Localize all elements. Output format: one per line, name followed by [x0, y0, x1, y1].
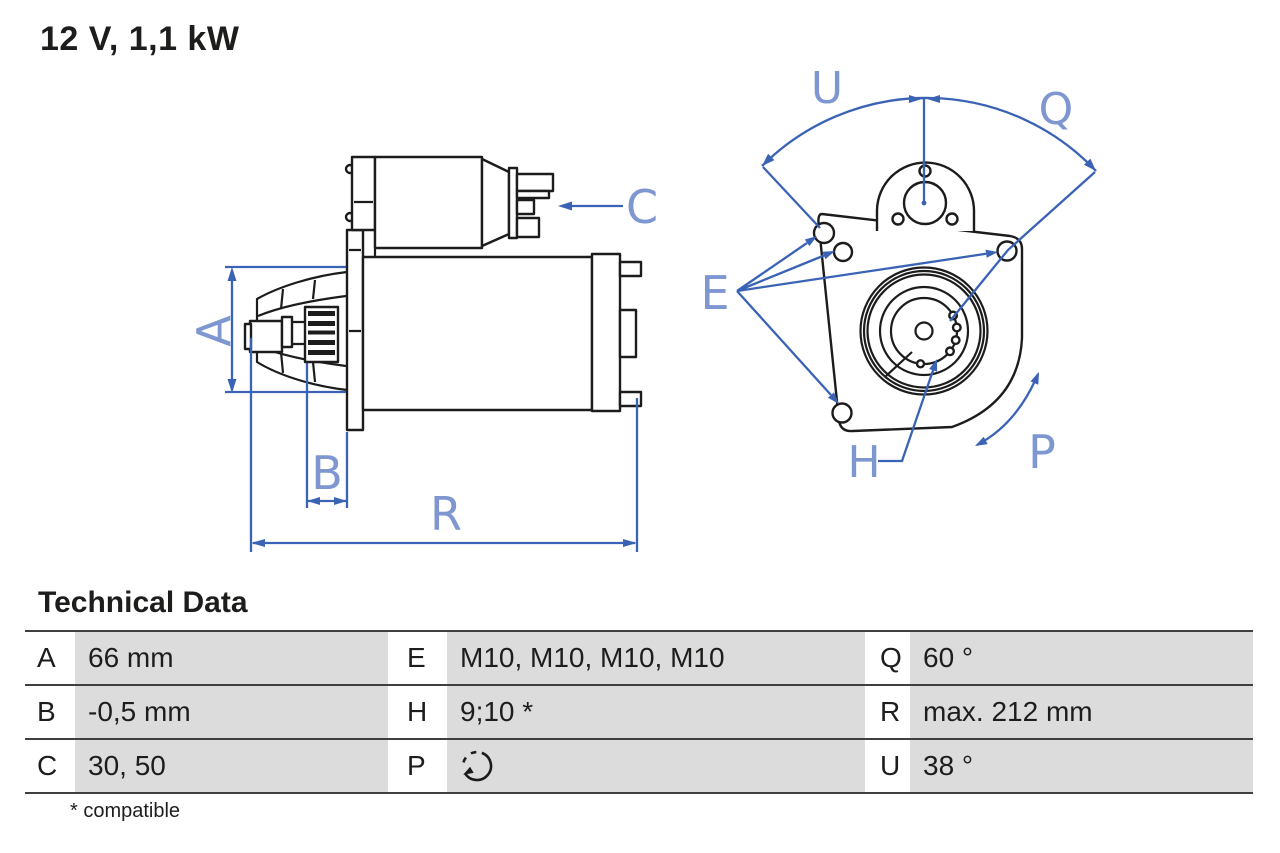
row-key: P: [388, 740, 447, 792]
table-footnote: * compatible: [70, 800, 181, 822]
motor-body: [363, 257, 592, 410]
bolt-hole-bottom-left: [833, 404, 852, 423]
row-key: A: [25, 632, 75, 684]
row-key: H: [388, 686, 447, 738]
row-key: C: [25, 740, 75, 792]
row-value: 38 °: [910, 740, 1253, 792]
row-key: Q: [865, 632, 910, 684]
solenoid-bracket: [352, 157, 375, 230]
technical-data-heading: Technical Data: [38, 586, 248, 619]
solenoid-taper: [482, 159, 509, 246]
solenoid-terminal-bar: [517, 191, 549, 198]
shaft-nose: [250, 321, 282, 352]
row-key: R: [865, 686, 910, 738]
dim-label-Q: Q: [1038, 84, 1074, 135]
solenoid-terminal-top: [517, 174, 553, 191]
solenoid-terminal-mid: [517, 200, 534, 214]
dim-label-E: E: [700, 266, 730, 320]
row-value: 9;10 *: [447, 686, 865, 738]
row-value: -0,5 mm: [75, 686, 388, 738]
row-key: U: [865, 740, 910, 792]
table-row: [25, 632, 1253, 686]
dim-A-arrow-up: [228, 267, 237, 281]
dim-label-B: B: [311, 446, 343, 500]
dim-C-arrow: [558, 202, 572, 211]
bolt-hole-upper-mid: [834, 243, 852, 261]
page-title: 12 V, 1,1 kW: [40, 20, 240, 58]
row-value: 60 °: [910, 632, 1253, 684]
solenoid-body: [375, 157, 482, 248]
solenoid-terminal-bottom: [517, 218, 539, 237]
row-value: 66 mm: [75, 632, 388, 684]
angle-U-leg: [763, 167, 820, 228]
row-value: 30, 50: [75, 740, 388, 792]
dim-label-A: A: [187, 315, 241, 347]
side-view-drawing: [245, 157, 641, 430]
end-cap-mid-block: [620, 310, 636, 357]
dim-label-U: U: [810, 63, 844, 114]
end-cap-top-tab: [620, 262, 641, 276]
dim-label-P: P: [1028, 425, 1056, 479]
table-row: [25, 740, 1253, 794]
dim-label-C: C: [625, 180, 659, 234]
row-value-icon: [447, 740, 865, 792]
clockwise-rotation-icon: [460, 745, 498, 787]
shaft-spacer: [282, 317, 292, 347]
row-key: E: [388, 632, 447, 684]
motor-end-cap: [592, 254, 620, 411]
row-value: M10, M10, M10, M10: [447, 632, 865, 684]
front-view-drawing: [814, 163, 1022, 432]
row-key: B: [25, 686, 75, 738]
dim-label-H: H: [847, 437, 881, 488]
table-row: [25, 686, 1253, 740]
dim-label-R: R: [430, 487, 462, 541]
row-value: max. 212 mm: [910, 686, 1253, 738]
technical-data-table: [25, 630, 1253, 794]
